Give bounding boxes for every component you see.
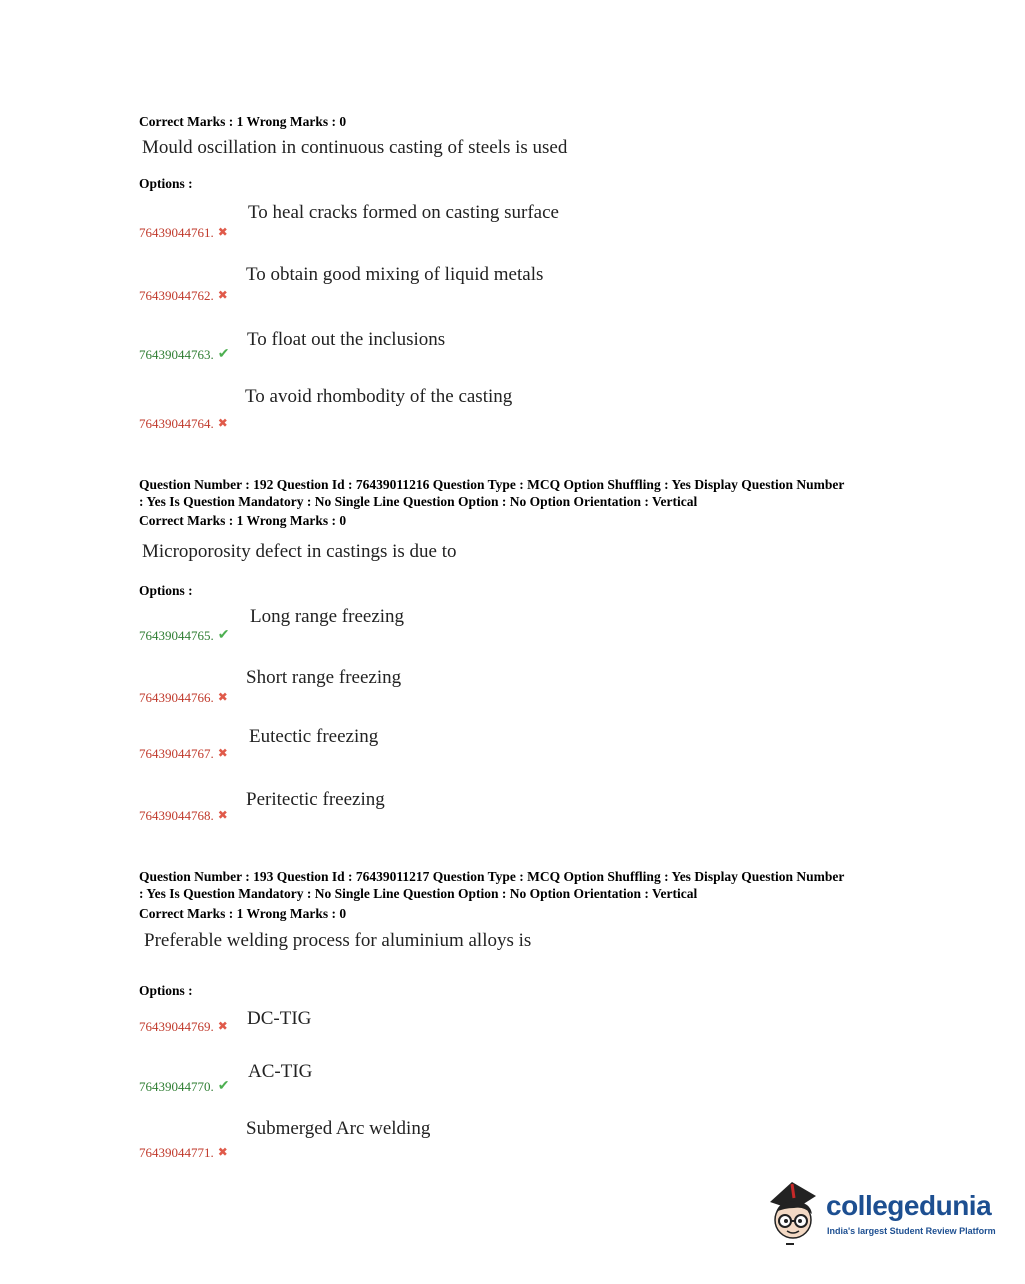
- cross-icon: ✖: [217, 1019, 228, 1033]
- q3-option-1-id: 76439044769. ✖: [139, 1019, 228, 1034]
- logo-name: collegedunia: [826, 1190, 992, 1221]
- q1-question-text: Mould oscillation in continuous casting of steels is used: [142, 137, 568, 158]
- q2-option-2-text: Short range freezing: [246, 667, 402, 688]
- cross-icon: ✖: [217, 808, 228, 822]
- q2-marks: Correct Marks : 1 Wrong Marks : 0: [139, 513, 347, 528]
- q1-marks: Correct Marks : 1 Wrong Marks : 0: [139, 114, 347, 129]
- q1-option-4-id: 76439044764. ✖: [139, 416, 228, 431]
- q3-options-label: Options :: [139, 983, 193, 998]
- q3-header-line1: Question Number : 193 Question Id : 76439011217 Question Type : MCQ Option Shuffling : Yes Display Question Number: [139, 869, 845, 884]
- q3-option-3-id: 76439044771. ✖: [139, 1145, 228, 1160]
- q2-header-line1: Question Number : 192 Question Id : 76439011216 Question Type : MCQ Option Shuffling : Yes Display Question Number: [139, 477, 845, 492]
- collegedunia-logo: [766, 1178, 996, 1248]
- q1-option-3-text: To float out the inclusions: [247, 329, 446, 350]
- cross-icon: ✖: [217, 416, 228, 430]
- q3-option-2-id: 76439044770. ✔: [139, 1079, 230, 1094]
- q3-option-3-text: Submerged Arc welding: [246, 1118, 431, 1139]
- q1-options-label: Options :: [139, 176, 193, 191]
- cross-icon: ✖: [217, 690, 228, 704]
- q3-option-2-text: AC-TIG: [248, 1061, 313, 1082]
- cross-icon: ✖: [217, 1145, 228, 1159]
- cross-icon: ✖: [217, 288, 228, 302]
- q3-question-text: Preferable welding process for aluminium alloys is: [144, 930, 532, 951]
- q2-header-line2: : Yes Is Question Mandatory : No Single Line Question Option : No Option Orientation : Vertical: [139, 494, 698, 509]
- q2-option-1-text: Long range freezing: [250, 606, 405, 627]
- q1-option-1-text: To heal cracks formed on casting surface: [248, 202, 559, 223]
- q1-option-4-text: To avoid rhombodity of the casting: [245, 386, 513, 407]
- q2-option-4-text: Peritectic freezing: [246, 789, 385, 810]
- q2-option-4-id: 76439044768. ✖: [139, 808, 228, 823]
- cross-icon: ✖: [217, 746, 228, 760]
- q1-option-3-id: 76439044763. ✔: [139, 347, 230, 362]
- check-icon: ✔: [217, 1079, 230, 1094]
- q2-option-2-id: 76439044766. ✖: [139, 690, 228, 705]
- q3-header-line2: : Yes Is Question Mandatory : No Single Line Question Option : No Option Orientation : Vertical: [139, 886, 698, 901]
- check-icon: ✔: [217, 347, 230, 362]
- q2-question-text: Microporosity defect in castings is due to: [142, 541, 457, 562]
- q3-marks: Correct Marks : 1 Wrong Marks : 0: [139, 906, 347, 921]
- check-icon: ✔: [217, 628, 230, 643]
- q2-options-label: Options :: [139, 583, 193, 598]
- q1-option-1-id: 76439044761. ✖: [139, 225, 228, 240]
- q3-option-1-text: DC-TIG: [247, 1008, 312, 1029]
- q1-option-2-text: To obtain good mixing of liquid metals: [246, 264, 544, 285]
- q2-option-3-text: Eutectic freezing: [249, 726, 379, 747]
- logo-tagline: India's largest Student Review Platform: [827, 1226, 996, 1236]
- cross-icon: ✖: [217, 225, 228, 239]
- q1-option-2-id: 76439044762. ✖: [139, 288, 228, 303]
- q2-option-1-id: 76439044765. ✔: [139, 628, 230, 643]
- q2-option-3-id: 76439044767. ✖: [139, 746, 228, 761]
- mascot-icon: [766, 1178, 824, 1248]
